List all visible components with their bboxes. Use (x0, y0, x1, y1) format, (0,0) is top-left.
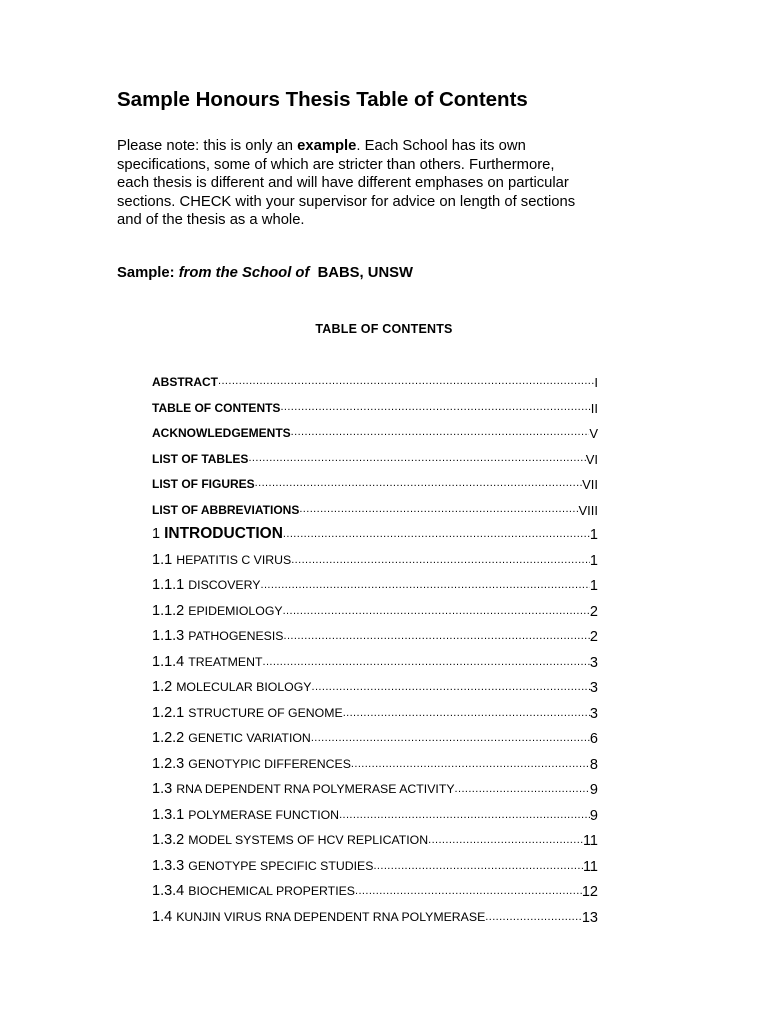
toc-entry-section (152, 880, 598, 900)
toc-entry-page: 6 (589, 731, 598, 747)
toc-entry-number: 1.2.1 (152, 704, 189, 721)
toc-entry-page: 11 (582, 833, 598, 849)
toc-entry-title: DISCOVERY (188, 578, 261, 592)
sample-school: BABS, UNSW (317, 265, 413, 281)
toc-entry-list-of-abbreviations (152, 498, 598, 518)
toc-entry-number: 1.1 (152, 551, 177, 568)
toc-entry-number: 1.1.1 (152, 577, 189, 593)
toc-entry-page: 11 (582, 858, 598, 875)
toc-leader-dots (263, 655, 590, 671)
toc-entry-page: 1 (589, 527, 598, 543)
toc-entry-title: MODEL SYSTEMS OF HCV REPLICATION (188, 833, 429, 847)
toc-entry-title: STRUCTURE OF GENOME (188, 705, 343, 720)
toc-entry-label (152, 602, 283, 620)
toc-entry-page: 12 (581, 884, 598, 900)
note-line-5: and of the thesis as a whole. (117, 212, 305, 229)
toc-entry-title: EPIDEMIOLOGY (188, 603, 283, 618)
toc-entry-page: VI (585, 451, 598, 467)
toc-entry-title: POLYMERASE FUNCTION (188, 807, 340, 822)
toc-entry-acknowledgements (152, 421, 598, 441)
toc-entry-section (152, 855, 598, 875)
toc-entry-page: II (590, 400, 598, 416)
toc-entry-number: 1.1.4 (152, 653, 189, 670)
toc-entry-label (152, 653, 263, 671)
toc-entry-title: GENETIC VARIATION (188, 731, 311, 745)
toc-entry-page: 9 (589, 807, 598, 824)
toc-leader-dots (248, 451, 585, 467)
page-title: Sample Honours Thesis Table of Contents (117, 88, 528, 111)
toc-entry-section (152, 778, 598, 798)
toc-leader-dots (428, 833, 583, 849)
toc-entry-number: 1.3 (152, 781, 177, 797)
toc-entry-page: V (589, 426, 598, 441)
toc-entry-section (152, 702, 598, 722)
toc-entry-page: 13 (581, 909, 598, 926)
toc-entry-title: BIOCHEMICAL PROPERTIES (188, 884, 356, 898)
toc-entry-label (152, 627, 284, 645)
toc-entry-table-of-contents (152, 396, 598, 416)
toc-entry-label (152, 525, 283, 543)
note-line-1-pre: Please note: this is only an (117, 138, 298, 154)
note-line-4: sections. CHECK with your supervisor for advice on length of sections (117, 193, 576, 210)
note-example-emphasis: example (297, 138, 357, 154)
toc-leader-dots (280, 400, 590, 416)
toc-entry-page: 2 (589, 603, 598, 620)
toc-entry-section (152, 804, 598, 824)
toc-entry-label (152, 780, 455, 798)
toc-entry-section (152, 549, 598, 569)
toc-entry-number: 1.3.3 (152, 857, 189, 874)
toc-leader-dots (283, 604, 590, 620)
toc-leader-dots (261, 578, 590, 594)
toc-entry-section (152, 676, 598, 696)
toc-leader-dots (291, 553, 590, 569)
toc-leader-dots (299, 502, 578, 518)
toc-entry-section (152, 651, 598, 671)
toc-entry-title: RNA DEPENDENT RNA POLYMERASE ACTIVITY (176, 782, 455, 796)
toc-entry-section (152, 625, 598, 645)
toc-leader-dots (255, 476, 582, 492)
note-line-3: each thesis is different and will have different emphases on particular (117, 175, 569, 192)
toc-entry-label (152, 755, 351, 773)
toc-entry-label (152, 729, 311, 747)
sample-source-line (117, 265, 413, 281)
toc-entry-label (152, 857, 373, 875)
toc-entry-list-of-figures (152, 472, 598, 492)
toc-entry-number: 1.1.2 (152, 602, 189, 619)
note-line-1-post: . Each School has its own (356, 138, 526, 154)
toc-chapter-title: INTRODUCTION (164, 525, 283, 542)
toc-entry-label (152, 678, 312, 696)
toc-entry-section (152, 829, 598, 849)
toc-entry-page: 3 (589, 680, 598, 696)
toc-entry-label (152, 704, 343, 722)
toc-leader-dots (311, 731, 590, 747)
toc-entry-page: 1 (589, 552, 598, 569)
toc-entry-number: 1.3.1 (152, 806, 189, 823)
toc-leader-dots (218, 374, 594, 390)
toc-heading: TABLE OF CONTENTS (315, 322, 453, 336)
toc-entry-section (152, 753, 598, 773)
toc-entry-section (152, 600, 598, 620)
toc-leader-dots (339, 808, 590, 824)
toc-leader-dots (312, 680, 590, 696)
toc-entry-label (152, 551, 291, 569)
toc-entry-list-of-tables (152, 447, 598, 467)
toc-entry-title: GENOTYPIC DIFFERENCES (188, 756, 351, 771)
toc-leader-dots (485, 910, 582, 926)
toc-entry-label: LIST OF ABBREVIATIONS (152, 502, 300, 517)
toc-entry-number: 1.3.2 (152, 832, 189, 848)
toc-entry-number: 1.4 (152, 908, 177, 925)
toc-leader-dots (351, 757, 590, 773)
toc-entry-page: VIII (578, 502, 598, 518)
toc-leader-dots (283, 527, 590, 543)
note-paragraph (117, 137, 657, 230)
toc-entry-label: ACKNOWLEDGEMENTS (152, 426, 291, 440)
toc-leader-dots (343, 706, 590, 722)
toc-entry-chapter-introduction (152, 523, 598, 543)
toc-entry-page: 1 (589, 578, 598, 594)
toc-entry-page: VII (582, 477, 598, 492)
toc-entry-label: ABSTRACT (152, 375, 218, 389)
toc-entry-title: KUNJIN VIRUS RNA DEPENDENT RNA POLYMERASE (176, 909, 486, 924)
toc-entry-label (152, 908, 485, 926)
toc-entry-title: TREATMENT (188, 654, 263, 669)
toc-leader-dots (455, 782, 590, 798)
toc-leader-dots (355, 884, 582, 900)
toc-entry-label: TABLE OF CONTENTS (152, 400, 281, 415)
toc-leader-dots (284, 629, 590, 645)
toc-entry-section (152, 574, 598, 594)
sample-from-text: from the School of (178, 265, 310, 281)
toc-entry-title: MOLECULAR BIOLOGY (176, 680, 312, 694)
note-line-1 (117, 137, 657, 156)
toc-entry-title: PATHOGENESIS (188, 629, 284, 643)
toc-entry-number: 1.3.4 (152, 883, 189, 899)
toc-entry-title: GENOTYPE SPECIFIC STUDIES (188, 858, 374, 873)
toc-entry-page: 2 (589, 629, 598, 645)
toc-entry-abstract (152, 370, 598, 390)
toc-entry-number: 1.1.3 (152, 628, 189, 644)
toc-entry-page: 3 (589, 654, 598, 671)
toc-entry-number: 1 (152, 526, 165, 542)
toc-entry-page: I (594, 375, 598, 390)
sample-label: Sample: (117, 265, 179, 281)
toc-entry-label: LIST OF TABLES (152, 451, 249, 466)
toc-entry-section (152, 727, 598, 747)
toc-entry-number: 1.2.2 (152, 730, 189, 746)
note-line-2: specifications, some of which are stricter than others. Furthermore, (117, 156, 555, 173)
toc-leader-dots (373, 859, 582, 875)
toc-entry-title: HEPATITIS C VIRUS (176, 552, 292, 567)
toc-entry-page: 9 (589, 782, 598, 798)
toc-entry-number: 1.2.3 (152, 755, 189, 772)
toc-entry-label (152, 806, 339, 824)
toc-entry-label (152, 831, 428, 849)
toc-entry-section (152, 906, 598, 926)
toc-entry-label: LIST OF FIGURES (152, 477, 255, 491)
toc-entry-label (152, 576, 261, 594)
toc-leader-dots (291, 425, 590, 441)
toc-entry-page: 8 (589, 756, 598, 773)
toc-entry-label (152, 882, 355, 900)
toc-entry-number: 1.2 (152, 679, 177, 695)
toc-entry-page: 3 (589, 705, 598, 722)
